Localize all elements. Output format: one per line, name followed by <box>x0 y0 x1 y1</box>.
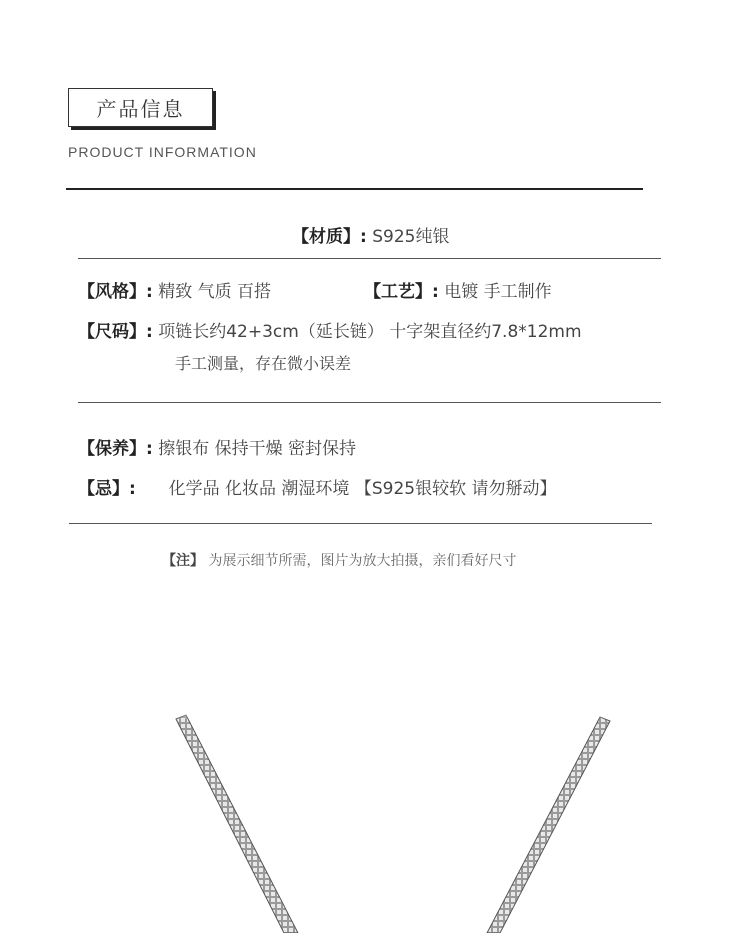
divider-1 <box>78 258 661 259</box>
care-row <box>78 434 356 459</box>
material-key: 【材质】: <box>292 227 367 247</box>
avoid-value: 化学品 化妆品 潮湿环境 【S925银较软 请勿掰动】 <box>168 479 557 499</box>
avoid-row <box>78 474 556 499</box>
style-row <box>78 277 271 302</box>
necklace-chain-image <box>0 705 750 933</box>
divider-3 <box>69 523 652 524</box>
size-key: 【尺码】: <box>78 322 153 342</box>
care-value: 擦银布 保持干燥 密封保持 <box>158 439 357 459</box>
note-row <box>162 550 516 570</box>
size-value: 项链长约42+3cm（延长链） 十字架直径约7.8*12mm <box>158 322 582 342</box>
craft-row <box>364 277 552 302</box>
material-value: S925纯银 <box>372 227 450 247</box>
material-row <box>292 222 449 247</box>
avoid-key: 【忌】: <box>78 479 136 499</box>
craft-value: 电镀 手工制作 <box>444 282 552 302</box>
care-key: 【保养】: <box>78 439 153 459</box>
section-title-box <box>68 88 213 127</box>
style-value: 精致 气质 百搭 <box>158 282 272 302</box>
note-key: 【注】 <box>162 553 204 569</box>
section-title: 产品信息 <box>96 97 185 121</box>
size-value-line2: 手工测量，存在微小误差 <box>175 354 352 373</box>
divider-2 <box>78 402 661 403</box>
size-row <box>78 317 582 342</box>
note-value: 为展示细节所需，图片为放大拍摄，亲们看好尺寸 <box>208 553 517 569</box>
craft-key: 【工艺】: <box>364 282 439 302</box>
header-divider <box>66 188 643 190</box>
section-subtitle: PRODUCT INFORMATION <box>68 144 257 160</box>
style-key: 【风格】: <box>78 282 153 302</box>
